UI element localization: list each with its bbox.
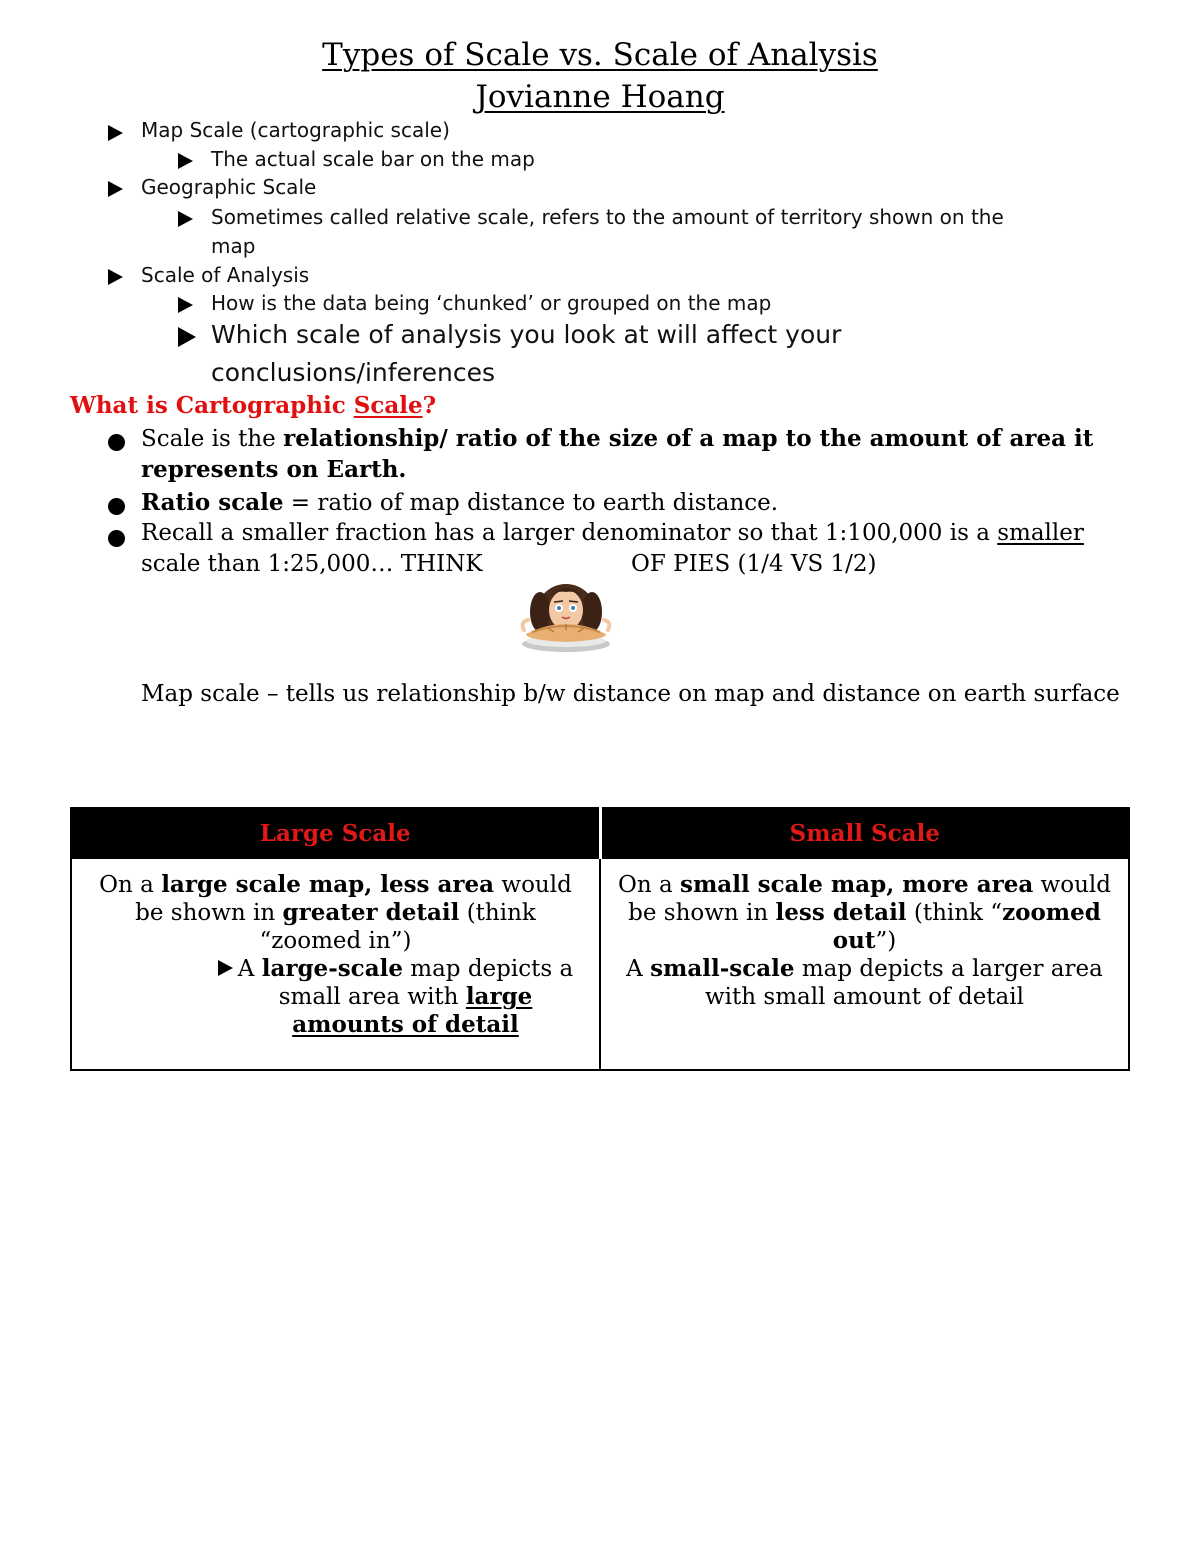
heading-question-mark: ? (422, 392, 437, 419)
small-scale-subpoint (615, 955, 1114, 1011)
cell-bold-text: small-scale (650, 955, 795, 982)
heading-text: What is Cartographic (70, 392, 354, 419)
cell-bold-text: zoomed out (832, 899, 1101, 954)
cell-text: would be shown in (628, 872, 1111, 926)
table-row (71, 858, 1129, 1070)
bullet-3-line-2b: OF PIES (1/4 VS 1/2) (631, 551, 877, 577)
bullet-dot-icon (108, 434, 125, 451)
heading-underlined-text: Scale (353, 392, 423, 419)
outline-subitem-large-continued: conclusions/inferences (211, 358, 496, 387)
arrow-bullet-icon (178, 153, 193, 169)
outline-subitem: Sometimes called relative scale, refers to the amount of territory shown on the (211, 205, 1004, 229)
outline-subitem: How is the data being ‘chunked’ or grouped on the map (211, 291, 772, 315)
cell-text: (think “zoomed in”) (259, 900, 536, 954)
arrow-bullet-icon (108, 269, 123, 285)
small-scale-cell (600, 858, 1129, 1070)
bullet-bold-text: represents on Earth. (141, 456, 407, 483)
bullet-dot-icon (108, 530, 125, 547)
cell-bold-underlined-text: large amounts of detail (292, 983, 533, 1038)
bullet-1-line-2 (141, 456, 406, 483)
bullet-underlined-text: smaller (997, 520, 1084, 546)
cell-bold-text: greater detail (282, 899, 460, 926)
bullet-text: Scale is the (141, 426, 284, 452)
arrow-bullet-icon (178, 297, 193, 313)
outline-subitem-continued: map (211, 234, 256, 258)
large-scale-subpoint (86, 955, 585, 1039)
map-scale-definition: Map scale – tells us relationship b/w distance on map and distance on earth surface (141, 681, 1120, 707)
cell-text: would be shown in (135, 872, 572, 926)
arrow-bullet-icon (218, 960, 233, 976)
outline-item: Scale of Analysis (141, 263, 310, 287)
title-line-1: Types of Scale vs. Scale of Analysis (322, 37, 878, 73)
cell-text: On a (99, 872, 162, 898)
arrow-bullet-icon (108, 181, 123, 197)
author-name: Jovianne Hoang (475, 79, 725, 115)
arrow-bullet-icon (108, 125, 123, 141)
large-scale-description (86, 871, 585, 955)
bullet-bold-text: Ratio scale (141, 489, 284, 516)
large-scale-cell (71, 858, 600, 1070)
bullet-text: Recall a smaller fraction has a larger denominator so that 1:100,000 is a (141, 520, 998, 546)
cell-text: map depicts a larger area with small amount of detail (705, 956, 1103, 1010)
cell-bold-text: less detail (775, 899, 907, 926)
table-header-row (71, 808, 1129, 858)
small-scale-description (615, 871, 1114, 955)
cell-bold-text: small scale map, more area (680, 871, 1034, 898)
outline-item: Map Scale (cartographic scale) (141, 118, 450, 142)
outline-subitem-large: Which scale of analysis you look at will affect your (211, 320, 842, 349)
bullet-dot-icon (108, 498, 125, 515)
cell-text: map depicts a small area with (278, 956, 574, 1010)
cell-text: (think “ (906, 900, 1003, 926)
cell-bold-text: large scale map, less area (161, 871, 495, 898)
header-small-scale: Small Scale (600, 808, 1129, 858)
cell-text: A (626, 956, 651, 982)
cell-bold-text: large-scale (261, 955, 403, 982)
avatar-pie-icon (518, 570, 614, 656)
arrow-bullet-icon (178, 211, 193, 227)
section-heading (70, 392, 436, 419)
document-title (0, 34, 1200, 118)
scale-comparison-table (70, 807, 1130, 1071)
bullet-2 (141, 489, 778, 516)
bullet-1-line-1 (141, 425, 1093, 452)
bullet-text: = ratio of map distance to earth distance. (283, 490, 779, 516)
arrow-bullet-icon (178, 327, 196, 347)
cell-text: On a (618, 872, 681, 898)
bullet-bold-text: relationship/ ratio of the size of a map to the amount of area it (283, 425, 1094, 452)
cell-text: ”) (875, 928, 897, 954)
cell-text: A (237, 956, 262, 982)
outline-subitem: The actual scale bar on the map (211, 147, 535, 171)
bullet-3-line-1 (141, 520, 1084, 546)
header-large-scale: Large Scale (71, 808, 600, 858)
bullet-3-line-2a: scale than 1:25,000… THINK (141, 551, 483, 577)
outline-item: Geographic Scale (141, 175, 317, 199)
